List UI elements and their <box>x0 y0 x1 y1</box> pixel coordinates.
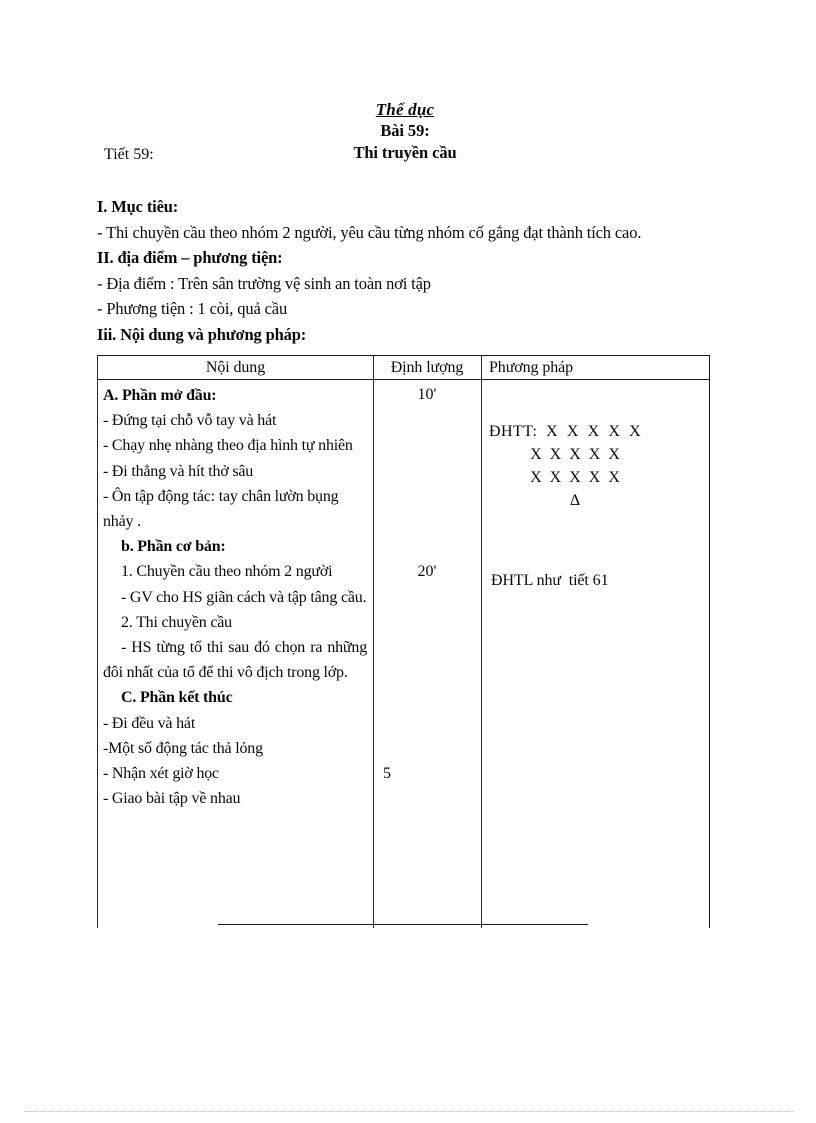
column-header-duration: Định lượng <box>390 359 464 376</box>
location-heading: II. địa điểm – phương tiện: <box>97 248 283 267</box>
formation-marks-1: X X X X X <box>546 423 642 440</box>
document-title: Thể dục <box>375 100 435 119</box>
part-c-duration: 5 <box>383 765 391 782</box>
part-a-item-1: - Đứng tại chỗ vỗ tay và hát <box>103 412 277 430</box>
part-b-item-2-sub: - HS từng tổ thi sau đó chọn ra những đôi nhất của tổ để thi vô địch trong lớp. <box>103 639 371 682</box>
part-c-heading: C. Phần kết thúc <box>121 689 233 707</box>
formation-label: ĐHTT: <box>489 423 538 440</box>
part-a-heading: A. Phần mở đầu: <box>103 387 217 404</box>
equipment-text: - Phương tiện : 1 còi, quả cầu <box>97 299 288 318</box>
cell-content-column <box>98 380 373 811</box>
column-header-method: Phương pháp <box>489 359 574 376</box>
body-divider-2 <box>481 380 482 928</box>
page-edge-artifact <box>25 1111 793 1112</box>
location-text: - Địa điểm : Trên sân trường vệ sinh an toàn nơi tập <box>97 273 431 293</box>
page-header <box>97 100 713 180</box>
formation-row-1 <box>489 420 709 443</box>
part-b-heading: b. Phần cơ bản: <box>121 538 226 556</box>
lesson-name: Thi truyền cầu <box>353 143 457 162</box>
part-b-duration: 20' <box>417 563 437 580</box>
content-method-heading: Iii. Nội dung và phương pháp: <box>97 324 307 344</box>
title-stack <box>97 100 713 164</box>
formation-row-3: X X X X X <box>530 469 620 486</box>
period-label: Tiết 59: <box>104 146 154 163</box>
table-body <box>97 380 710 928</box>
part-c-item-3: - Nhận xét giờ học <box>103 765 219 783</box>
part-b-item-2: 2. Thi chuyền cầu <box>121 613 232 631</box>
formation-diagram <box>489 420 709 512</box>
part-b-method: ĐHTL như tiết 61 <box>491 572 609 589</box>
part-b-item-1-sub: - GV cho HS giãn cách và tập tâng cầu. <box>121 588 367 606</box>
column-header-content: Nội dung <box>205 359 266 376</box>
part-a-item-3: - Đi thẳng và hít thở sâu <box>103 462 254 480</box>
intro-section <box>97 194 722 347</box>
footer-divider <box>218 924 588 925</box>
part-a-item-2: - Chạy nhẹ nhàng theo địa hình tự nhiên <box>103 437 353 455</box>
lesson-plan-table <box>97 355 710 928</box>
part-c-item-2: -Một số động tác thả lỏng <box>103 739 263 757</box>
part-b-item-1: 1. Chuyền cầu theo nhóm 2 người <box>121 563 333 581</box>
part-a-item-4: - Ôn tập động tác: tay chân lườn bụng nhảy . <box>103 487 343 531</box>
part-c-item-4: - Giao bài tập về nhau <box>103 790 241 808</box>
objectives-text: - Thi chuyền cầu theo nhóm 2 người, yêu cầu từng nhóm cố gắng đạt thành tích cao. <box>97 222 642 242</box>
lesson-number: Bài 59: <box>380 121 430 140</box>
formation-row-2: X X X X X <box>530 446 620 463</box>
body-divider-1 <box>373 380 374 928</box>
part-c-item-1: - Đi đều và hát <box>103 714 196 732</box>
objectives-heading: I. Mục tiêu: <box>97 197 179 216</box>
table-header-row <box>97 355 710 380</box>
formation-triangle-marker: Δ <box>569 492 581 509</box>
part-a-duration: 10' <box>417 386 437 403</box>
